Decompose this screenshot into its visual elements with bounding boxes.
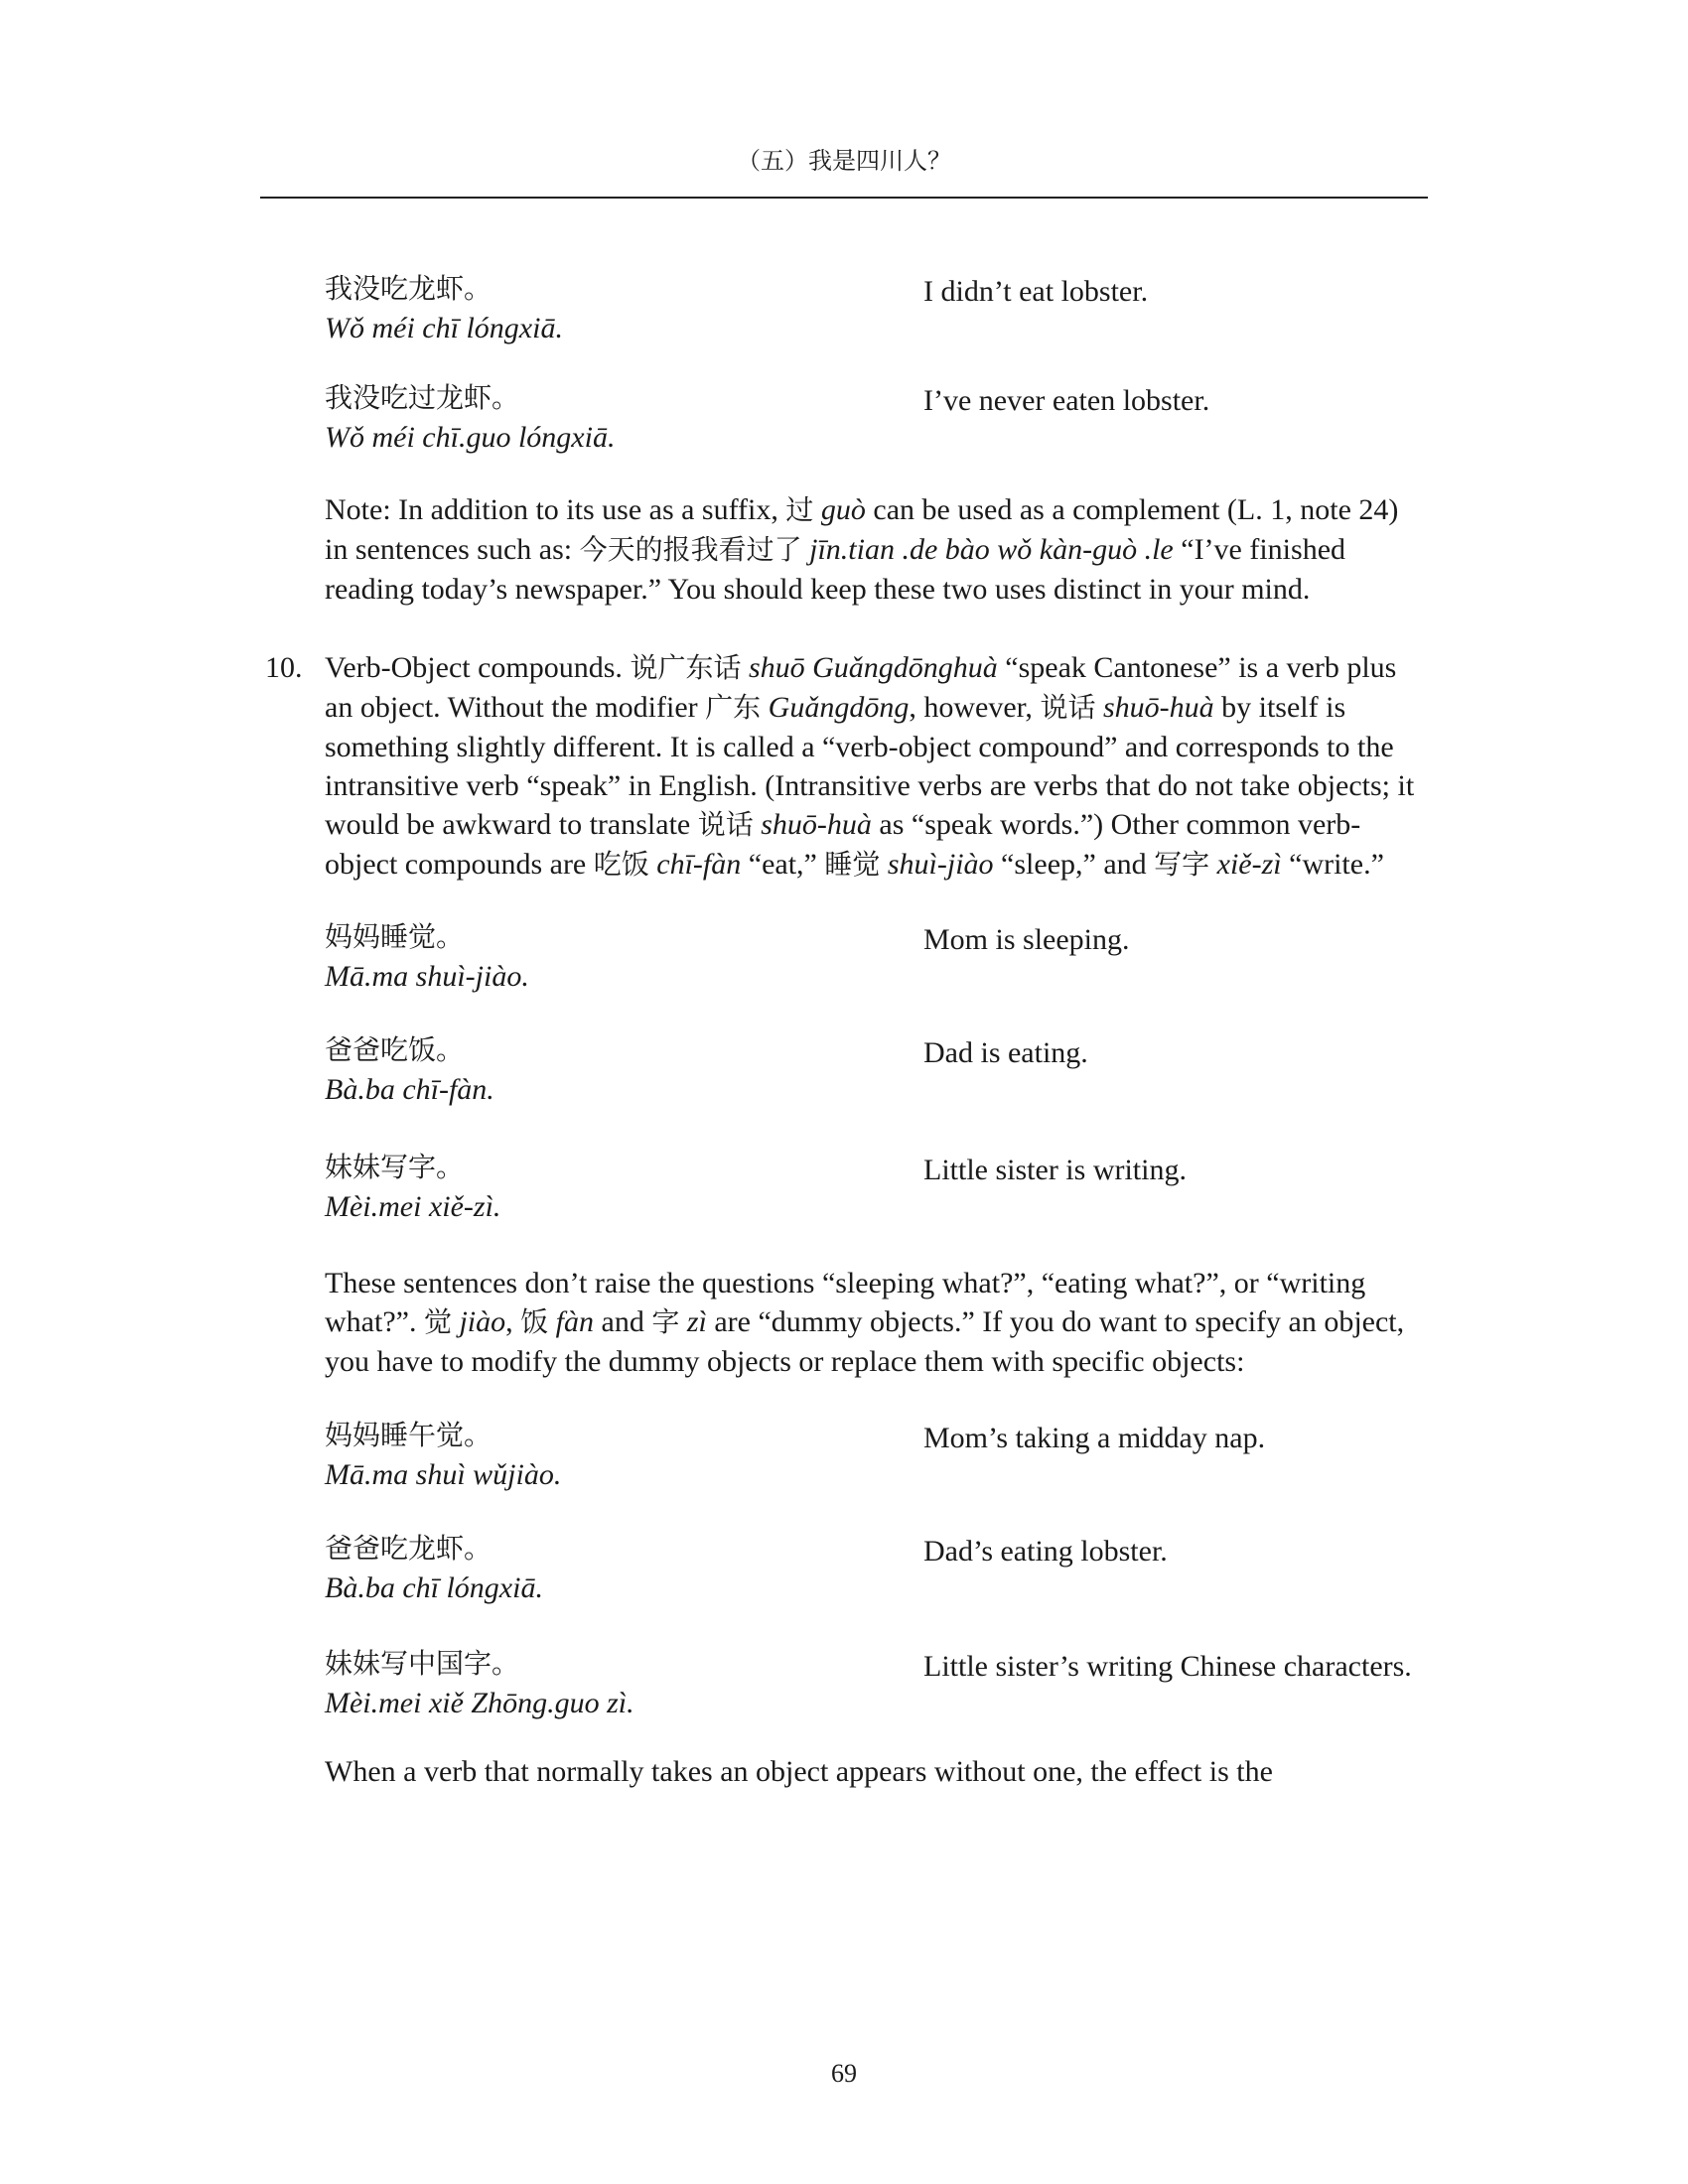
section-10	[265, 648, 1427, 885]
example-pair	[325, 379, 1427, 457]
example-pair	[325, 270, 1427, 347]
example-english: Little sister’s writing Chinese characters.	[923, 1650, 1412, 1683]
header-rule	[260, 197, 1428, 199]
example-hanzi: 我没吃龙虾。	[325, 274, 492, 305]
dummy-objects-paragraph: These sentences don’t raise the questions “sleeping what?”, “eating what?”, or “writing what?”. 觉 jiào, 饭 fàn and 字 zì are “dummy objects.” If you do want to specify an object, you have to modify the dummy objects or replace them with specific objects:	[325, 1267, 1405, 1378]
example-english: Mom is sleeping.	[923, 923, 1130, 956]
example-english: Dad’s eating lobster.	[923, 1535, 1168, 1568]
example-english: Dad is eating.	[923, 1036, 1088, 1069]
example-hanzi: 妈妈睡觉。	[325, 922, 465, 953]
page-number: 69	[831, 2059, 857, 2088]
example-hanzi: 爸爸吃龙虾。	[325, 1534, 492, 1565]
example-pinyin: Wǒ méi chī.guo lóngxiā.	[325, 421, 616, 454]
example-english: Mom’s taking a midday nap.	[923, 1422, 1266, 1454]
example-pair	[325, 1530, 1427, 1607]
example-hanzi: 妈妈睡午觉。	[325, 1421, 492, 1451]
example-english: I didn’t eat lobster.	[923, 275, 1149, 308]
example-pinyin: Wǒ méi chī lóngxiā.	[325, 312, 563, 344]
example-pinyin: Bà.ba chī-fàn.	[325, 1073, 494, 1106]
example-pinyin: Mèi.mei xiě Zhōng.guo zì.	[325, 1687, 634, 1719]
section-10-paragraph: Verb-Object compounds. 说广东话 shuō Guǎngdōnghuà “speak Cantonese” is a verb plus an object. Without the modifier 广东 Guǎngdōng, however, 说话 shuō-huà by itself is something slightly different. It is called a “verb-object compound” and corresponds to the intransitive verb “speak” in English. (Intransitive verbs are verbs that do not take objects; it would be awkward to translate 说话 shuō-huà as “speak words.”) Other common verb-object compounds are 吃饭 chī-fàn “eat,” 睡觉 shuì-jiào “sleep,” and 写字 xiě-zì “write.”	[325, 651, 1415, 881]
page-body	[265, 270, 1427, 1791]
example-english: I’ve never eaten lobster.	[923, 384, 1210, 417]
running-header: （五）我是四川人？	[737, 149, 951, 175]
example-pair	[325, 918, 1427, 996]
example-pair	[325, 1645, 1427, 1722]
example-pinyin: Mā.ma shuì-jiào.	[325, 960, 529, 993]
final-paragraph: When a verb that normally takes an object appears without one, the effect is the	[325, 1755, 1273, 1788]
example-hanzi: 妹妹写中国字。	[325, 1649, 520, 1680]
example-pinyin: Bà.ba chī lóngxiā.	[325, 1571, 543, 1604]
example-hanzi: 妹妹写字。	[325, 1153, 465, 1183]
example-english: Little sister is writing.	[923, 1154, 1187, 1186]
example-pinyin: Mèi.mei xiě-zì.	[325, 1190, 501, 1223]
example-pair	[325, 1417, 1427, 1494]
note-paragraph: Note: In addition to its use as a suffix, 过 guò can be used as a complement (L. 1, note 24) in sentences such as: 今天的报我看过了 jīn.tian .de bào wǒ kàn-guò .le “I’ve finished reading today’s newspaper.” You should keep these two uses distinct in your mind.	[325, 493, 1399, 606]
example-hanzi: 我没吃过龙虾。	[325, 383, 520, 414]
example-pair	[325, 1149, 1427, 1226]
example-pair	[325, 1031, 1427, 1109]
example-pinyin: Mā.ma shuì wǔjiào.	[325, 1458, 562, 1491]
example-hanzi: 爸爸吃饭。	[325, 1035, 465, 1066]
section-number: 10.	[265, 651, 303, 684]
